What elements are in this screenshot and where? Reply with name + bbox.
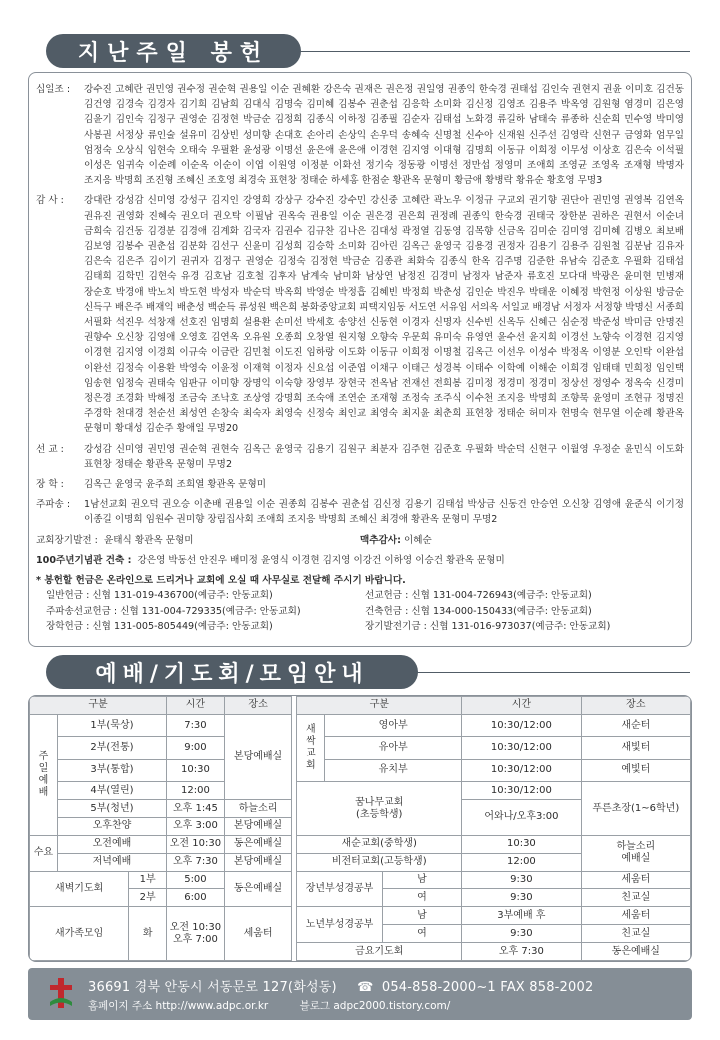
table-row: 수요 오전예배 오전 10:30 동은예배실 새순교회(중학생) 10:30 하늘소리 예배실 — [30, 835, 691, 853]
table-row: 새벽기도회 1부 5:00 동은예배실 장년부성경공부 남 9:30 세움터 — [30, 871, 691, 889]
offering-names: 1남선교회 권오덕 권오승 이춘배 권용일 이순 권종희 김봉수 권춘섭 김신정 김용기 김태섭 박상금 신동건 안승연 오신창 김영애 윤준식 이기정 이종길 이명희 임원수 권미향 장림집사회 조애희 조지응 박명희 조혜신 최경애 황관옥 문형미 무명2 — [84, 499, 684, 526]
church-address: 36691 경북 안동시 서동문로 127(화성동) — [88, 980, 337, 995]
table-row: 오후찬양 오후 3:00 본당예배실 — [30, 817, 691, 835]
offering-scholarship: 장 학 : 김옥근 윤영국 윤주희 조희열 황관옥 문형미 — [36, 477, 684, 492]
blog-link[interactable]: 블로그 adpc2000.tistory.com/ — [299, 1000, 451, 1012]
table-row: 4부(열린) 12:00 꿈나무교회 (초등학생) 10:30/12:00 푸른초장(1~6학년) — [30, 782, 691, 800]
offering-names: 강대란 강성감 신미영 강성구 김지인 강영희 강상구 강수진 강수민 강신중 고혜란 곽노우 이정규 구교외 권기향 권단아 권민영 권영복 김연옥 권유진 권영화 진혜숙 권오더 권오탁 이필남 권옥숙 권용일 이순 권은경 권은희 권정례 권종익 한숙경 권태국 장한분 권하은 권현서 이순녀 금희숙 김건동 김경분 김경애 김계화 김국자 김권수 김규찬 김나은 김대성 곽정열 김동영 김목향 신금옥 김미순 김미영 김미혜 김병오 최보배 김보영 김봉수 권춘섭 김분화 김선구 신윤미 김성희 김승학 소미화 김아린 김옥근 윤영국 김용경 권정자 김용기 김용주 김원철 김분남 김유자 김은숙 김은주 김이기 권귀자 김정구 권영순 김정숙 김정현 박금순 김종관 최화숙 김종식 한옥 김주명 김준한 유남숙 김준호 우필화 김태섭 김태희 김학민 김현숙 유경 김호남 김호철 김후자 남계숙 남미화 남상연 남정진 김경미 남정자 남준자 류호진 모다대 박광은 윤미현 민병재 장순호 박경애 박노치 박도현 박성자 박순덕 박옥희 박영순 박정흡 김혜빈 박정희 박춘성 김인순 박진우 박태운 이혜정 박현정 이상원 방금순 신득구 배은주 배재익 배춘성 백순득 류성원 백은희 봉화중앙교회 피택지임동 서도연 서유임 서의옥 서일교 배경남 서정자 서정향 박명신 서종희 서필화 석진우 석창재 선호진 임명희 설용환 손미선 박세호 송양선 신동현 이경자 신명자 신수빈 신옥두 신혜근 심순정 박준성 박미금 안명진 권향수 오신창 김영애 오영호 김연옥 오유원 오종희 오창열 원지형 오향숙 우문희 유미숙 유영연 윤수선 윤지희 이경선 노향숙 이경현 김지영 이경현 김지영 이경희 이규숙 이금란 김민철 이도진 임하랑 이도화 이동규 이희정 이명철 김옥근 이선우 이성수 박정옥 이영분 오인탁 이완섭 이완선 김정숙 이용환 박영숙 이윤정 이재혁 이정자 신요섭 이준엽 이채구 이태근 성경복 이태수 이학예 이해순 이희경 임태태 민희정 임인택 임송현 임정숙 권태숙 임판규 이미향 장명익 이숙향 장영부 장현국 전옥남 전재선 전희봉 김미정 정경미 정경미 정상선 정영수 정옥숙 신경미 정은경 조경화 박해정 조금숙 조낙호 조상영 강명희 조숙애 조연순 조재형 조정숙 조주식 이수천 조지응 박명희 조향묵 윤영미 조현규 정명진 주경학 천대경 천순선 최성연 손창숙 최숙자 최영숙 신정숙 최인교 최영숙 최지윤 최춘희 표현창 정태순 허미자 현명숙 현무열 이순례 황관옥 문형미 황대성 김순주 황애일 무명20 — [84, 195, 684, 435]
footer — [28, 968, 692, 1020]
table-row: 주 일 예 배 1부(묵상) 7:30 본당예배실 새 싹 교 회 영아부 10:30/12:00 새순터 — [30, 714, 691, 736]
homepage-link[interactable]: 홈페이지 주소 http://www.adpc.or.kr — [88, 1000, 269, 1012]
table-row: 2부(전통) 9:00 유아부 10:30/12:00 새빛터 — [30, 737, 691, 759]
schedule-section-title: 예배/기도회/모임안내 — [46, 655, 418, 689]
schedule-table — [29, 696, 691, 961]
sprout-church-label: 새 싹 교 회 — [297, 714, 325, 781]
table-row: 2부 6:00 여 9:30 친교실 — [30, 889, 691, 907]
offering-centennial: 100주년기념관 건축 : 강은영 박동선 안진우 배미정 윤영식 이경현 김지영 이강건 이하영 이승건 황관옥 문형미 — [36, 554, 505, 566]
offering-church-fund: 교회장기발전 : 윤태식 황관옥 문형미 맥추감사: 이혜순 — [36, 533, 684, 548]
sunday-worship-label: 주 일 예 배 — [30, 714, 58, 835]
account-mission: 선교헌금 : 신협 131-004-726943(예금주: 안동교회) — [365, 590, 592, 602]
offering-notice: * 봉헌할 헌금은 온라인으로 드리거나 교회에 오실 때 사무실로 전달해 주시기 바랍니다. — [36, 575, 406, 587]
offering-seasonal: 주파송 : 1남선교회 권오덕 권오승 이춘배 권용일 이순 권종희 김봉수 권춘섭 김신정 김용기 김태섭 박상금 신동건 안승연 오신창 김영애 윤준식 이기정 이종길 이명희 임원수 권미향 장림집사회 조애희 조지응 박명희 조혜신 최경애 황관옥 문형미 무명2 — [36, 497, 684, 527]
table-row: 5부(청년) 오후 1:45 하늘소리 어와나/오후3:00 — [30, 800, 691, 818]
footer-contact-line — [88, 976, 593, 995]
offering-names: 이혜순 — [403, 534, 432, 546]
offering-box — [28, 72, 692, 647]
table-row: 금요기도회 오후 7:30 동은예배실 — [30, 943, 691, 961]
footer-web-line — [88, 998, 450, 1013]
offering-names: 강은영 박동선 안진우 배미정 윤영식 이경현 김지영 이강건 이하영 이승건 황관옥 문형미 — [137, 554, 505, 566]
offering-harvest-label: 맥추감사: — [360, 534, 401, 546]
offering-names: 강수진 고혜란 권민영 권수정 권순혁 권용일 이순 권혜환 강은숙 권재은 권은정 권일영 권종익 한숙경 권태섭 김인숙 권현지 권윤 이미호 김건동 김건영 김경숙 김경자 김기희 김남희 김대식 김명숙 김미혜 김봉수 권춘섭 김응학 소미화 김신정 김영조 김용주 박옥영 김원형 염경미 김은영 김윤기 김인숙 김정구 권영순 김정현 박금순 김정희 김종식 이하정 김종필 김순자 김태섭 노화경 류길하 남태숙 류종하 신순희 민수영 박미영 사봉권 서정상 류인술 설유미 김상빈 성미향 손대호 손아리 손상익 손우덕 송혜숙 신명철 신수아 신재원 신주선 김영락 신현구 금영화 엄무일 엄정숙 오상식 임현숙 오태숙 우필환 윤성광 이명선 윤은애 윤은애 이경현 김지영 이대형 김명희 이동규 이희정 이무성 이상호 김은숙 이석필 이성은 임귀숙 이순례 이순옥 이순이 이엽 이원영 이정분 이화선 정기숙 정동광 이명선 정만섭 정영미 조애희 조영균 조영옥 조재형 박명자 조지응 박명희 조진형 조혜신 조호영 최경숙 표현창 정태순 하세홍 한점순 황관옥 문형미 황금애 황병락 황유순 황호영 무명3 — [84, 84, 684, 187]
divider — [417, 672, 690, 673]
offering-section-title: 지난주일 봉헌 — [46, 34, 301, 68]
table-row: 새가족모임 화 오전 10:30 오후 7:00 세움터 노년부성경공부 남 3부예배 후 세움터 — [30, 907, 691, 925]
offering-mission: 선 교 : 강성감 신미영 권민영 권순혁 권현숙 김옥근 윤영국 김용기 김원구 최분자 김주현 김준호 우필화 박순덕 신현구 이월영 우정순 윤민식 이도화 표현창 정태순 황관옥 문형미 무명2 — [36, 442, 684, 472]
offering-names: 윤태식 황관옥 문형미 — [104, 534, 194, 546]
account-seasonal-mission: 주파송선교헌금 : 신협 131-004-729335(예금주: 안동교회) — [46, 605, 301, 617]
church-cross-logo-icon — [46, 976, 76, 1012]
church-phone: 054-858-2000~1 FAX 858-2002 — [381, 980, 594, 995]
account-long-term: 장기발전기금 : 신협 131-016-973037(예금주: 안동교회) — [365, 620, 611, 632]
table-row: 저녁예배 오후 7:30 본당예배실 비전터교회(고등학생) 12:00 — [30, 853, 691, 871]
table-row: 여 9:30 친교실 — [30, 925, 691, 943]
offering-tithe: 십일조 : 강수진 고혜란 권민영 권수정 권순혁 권용일 이순 권혜환 강은숙 권재은 권은정 권일영 권종익 한숙경 권태섭 김인숙 권현지 권윤 이미호 김건동 김건영 김경숙 김경자 김기희 김남희 김대식 김명숙 김미혜 김봉수 권춘섭 김응학 소미화 김신정 김영조 김용주 박옥영 김원형 염경미 김은영 김윤기 김인숙 김정구 권영순 김정현 박금순 김정희 김종식 이하정 김종필 김순자 김태섭 노화경 류길하 남태숙 류종하 신순희 민수영 박미영 사봉권 서정상 류인술 설유미 김상빈 성미향 손대호 손아리 손상익 손우덕 송혜숙 신명철 신수아 신재원 신주선 김영락 신현구 금영화 엄무일 엄정숙 오상식 임현숙 오태숙 우필환 윤성광 이명선 윤은애 윤은애 이경현 김지영 이대형 김명희 이동규 이희정 이무성 이상호 김은숙 이석필 이성은 임귀숙 이순례 이순옥 이순이 이엽 이원영 이정분 이화선 정기숙 정동광 이명선 정만섭 정영미 조애희 조영균 조영옥 조재형 박명자 조지응 박명희 조진형 조혜신 조호영 최경숙 표현창 정태순 하세홍 한점순 황관옥 문형미 황금애 황병락 황유순 황호영 무명3 — [36, 82, 684, 188]
offering-names: 강성감 신미영 권민영 권순혁 권현숙 김옥근 윤영국 김용기 김원구 최분자 김주현 김준호 우필화 박순덕 신현구 이월영 우정순 윤민식 이도화 표현창 정태순 황관옥 문형미 무명2 — [84, 443, 684, 470]
account-scholarship: 장학헌금 : 신협 131-005-805449(예금주: 안동교회) — [46, 620, 273, 632]
offering-names: 김옥근 윤영국 윤주희 조희열 황관옥 문형미 — [84, 479, 267, 491]
account-building: 건축헌금 : 신협 134-000-150433(예금주: 안동교회) — [365, 605, 592, 617]
account-list — [36, 588, 684, 634]
account-general: 일반헌금 : 신협 131-019-436700(예금주: 안동교회) — [46, 590, 273, 602]
schedule-header-row: 구분 시간 장소 구분 시간 장소 — [30, 697, 691, 715]
divider — [300, 51, 690, 52]
phone-icon: ☎ — [357, 980, 374, 995]
table-row: 3부(통합) 10:30 유치부 10:30/12:00 예빛터 — [30, 759, 691, 781]
offering-thanks: 감 사 : 강대란 강성감 신미영 강성구 김지인 강영희 강상구 강수진 강수민 강신중 고혜란 곽노우 이정규 구교외 권기향 권단아 권민영 권영복 김연옥 권유진 권영화 진혜숙 권오더 권오탁 이필남 권옥숙 권용일 이순 권은경 권은희 권정례 권종익 한숙경 권태국 장한분 권하은 권현서 이순녀 금희숙 김건동 김경분 김경애 김계화 김국자 김권수 김규찬 김나은 김대성 곽정열 김동영 김목향 신금옥 김미순 김미영 김미혜 김병오 최보배 김보영 김봉수 권춘섭 김분화 김선구 신윤미 김성희 김승학 소미화 김아린 김옥근 윤영국 김용경 권정자 김용기 김용주 김원철 김분남 김유자 김은숙 김은주 김이기 권귀자 김정구 권영순 김정숙 김정현 박금순 김종관 최화숙 김종식 한옥 김주명 김준한 유남숙 김준호 우필화 김태섭 김태희 김학민 김현숙 유경 김호남 김호철 김후자 남계숙 남미화 남상연 남정진 김경미 남정자 남준자 류호진 모다대 박광은 윤미현 민병재 장순호 박경애 박노치 박도현 박성자 박순덕 박옥희 박영순 박정흡 김혜빈 박정희 박춘성 김인순 박진우 박태운 이혜정 박현정 이상원 방금순 신득구 배은주 배재익 배춘성 백순득 류성원 백은희 봉화중앙교회 피택지임동 서도연 서유임 서의옥 서일교 배경남 서정자 서정향 박명신 서종희 서필화 석진우 석창재 선호진 임명희 설용환 손미선 박세호 송양선 신동현 이경자 신명자 신수빈 신옥두 신혜근 심순정 박준성 박미금 안명진 권향수 오신창 김영애 오영호 김연옥 오유원 오종희 오창열 원지형 오향숙 우문희 유미숙 유영연 윤수선 윤지희 이경선 노향숙 이경현 김지영 이경현 김지영 이경희 이규숙 이금란 김민철 이도진 임하랑 이도화 이동규 이희정 이명철 김옥근 이선우 이성수 박정옥 이영분 오인탁 이완섭 이완선 김정숙 이용환 박영숙 이윤정 이재혁 이정자 신요섭 이준엽 이채구 이태근 성경복 이태수 이학예 이해순 이희경 임태태 민희정 임인택 임송현 임정숙 권태숙 임판규 이미향 장명익 이숙향 장영부 장현국 전옥남 전재선 전희봉 김미정 정경미 정경미 정상선 정영수 정옥숙 신경미 정은경 조경화 박해정 조금숙 조낙호 조상영 강명희 조숙애 조연순 조재형 조정숙 조주식 이수천 조지응 박명희 조향묵 윤영미 조현규 정명진 주경학 천대경 천순선 최성연 손창숙 최숙자 최영숙 신정숙 최인교 최영숙 최지윤 최춘희 표현창 정태순 허미자 현명숙 현무열 이순례 황관옥 문형미 황대성 김순주 황애일 무명20 — [36, 193, 684, 436]
schedule-box — [28, 695, 692, 962]
